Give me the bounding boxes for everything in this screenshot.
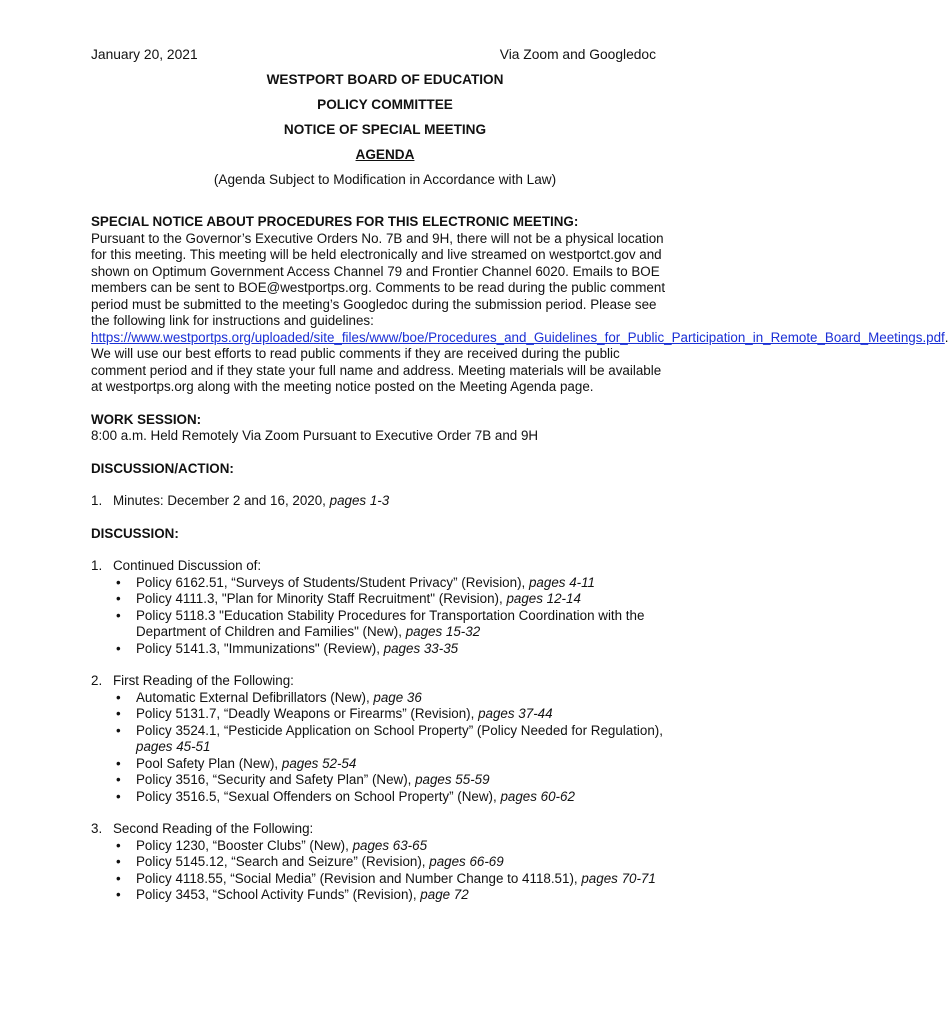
list-item: • Automatic External Defibrillators (New), page 36 xyxy=(113,690,666,707)
meeting-venue: Via Zoom and Googledoc xyxy=(499,47,656,62)
special-notice-text-2: . We will use our best efforts to read public comments if they are received during the public comment period and if they state your full name and address. Meeting materials will be available at westportps.org along with the meeting notice posted on the Meeting Agenda page. xyxy=(91,329,949,394)
item-pages: pages 4-11 xyxy=(528,574,595,590)
special-notice-text-1: Pursuant to the Governor’s Executive Orders No. 7B and 9H, there will not be a physical location for this meeting. This meeting will be held electronically and live streamed on westportct.gov and shown on Optimum Government Access Channel 79 and Frontier Channel 6020. Emails to BOE members can be sent to BOE@westportps.org. Comments to be read during the public comment period must be submitted to the meeting’s Googledoc during the submission period. Please see the following link for instructions and guidelines: xyxy=(91,230,666,328)
list-item: • Policy 1230, “Booster Clubs” (New), pages 63-65 xyxy=(113,838,666,855)
item-pages: pages 12-14 xyxy=(506,591,581,606)
section-title: Continued Discussion of: xyxy=(113,558,262,573)
section-number: 2. xyxy=(91,673,103,688)
list-item: • Pool Safety Plan (New), pages 52-54 xyxy=(113,756,666,773)
item-number: 1. xyxy=(91,493,103,508)
list-item: • Policy 5141.3, "Immunizations" (Review), pages 33-35 xyxy=(113,641,666,658)
committee-title: POLICY COMMITTEE xyxy=(317,97,453,112)
item-pages: pages 33-35 xyxy=(383,640,459,656)
discussion-action-heading: DISCUSSION/ACTION: xyxy=(91,460,234,476)
work-session-heading: WORK SESSION: xyxy=(91,411,202,427)
item-pages: pages 63-65 xyxy=(352,837,428,853)
item-pages: pages 66-69 xyxy=(429,854,504,869)
list-item: • Policy 6162.51, “Surveys of Students/Student Privacy” (Revision), pages 4-11 xyxy=(113,575,666,592)
list-item: • Policy 3453, “School Activity Funds” (Revision), page 72 xyxy=(113,887,666,904)
title-block xyxy=(0,72,770,188)
document-body xyxy=(91,214,949,904)
section-title: Second Reading of the Following: xyxy=(113,821,314,836)
section-number: 3. xyxy=(91,821,103,836)
agenda-title: AGENDA xyxy=(355,147,415,162)
special-notice-paragraph xyxy=(91,230,949,396)
item-pages: pages 45-51 xyxy=(136,739,211,754)
section-number: 1. xyxy=(91,558,103,573)
list-item xyxy=(91,493,666,510)
agenda-subtitle: (Agenda Subject to Modification in Accordance with Law) xyxy=(213,172,557,187)
item-pages: pages 52-54 xyxy=(281,755,357,771)
list-item: • Policy 4118.55, “Social Media” (Revision and Number Change to 4118.51), pages 70-71 xyxy=(113,871,666,888)
discussion-section-3 xyxy=(91,821,666,904)
item-pages: pages 60-62 xyxy=(500,788,575,804)
board-title: WESTPORT BOARD OF EDUCATION xyxy=(266,72,504,87)
meeting-date: January 20, 2021 xyxy=(91,47,198,62)
section-title: First Reading of the Following: xyxy=(113,673,294,688)
list-item: • Policy 4111.3, "Plan for Minority Staff Recruitment" (Revision), pages 12-14 xyxy=(113,591,666,608)
item-text: Minutes: December 2 and 16, 2020, pages 1-3 xyxy=(113,493,390,508)
item-pages: pages 1-3 xyxy=(329,493,390,508)
item-pages: pages 15-32 xyxy=(405,624,481,639)
item-pages: page 72 xyxy=(420,887,469,902)
item-pages: pages 55-59 xyxy=(415,772,490,787)
discussion-heading: DISCUSSION: xyxy=(91,525,179,541)
notice-title: NOTICE OF SPECIAL MEETING xyxy=(283,122,487,137)
item-pages: pages 37-44 xyxy=(478,706,553,721)
list-item: • Policy 3524.1, “Pesticide Application on School Property” (Policy Needed for Regulation), pages 45-51 xyxy=(113,723,666,756)
list-item: • Policy 5131.7, “Deadly Weapons or Firearms” (Revision), pages 37-44 xyxy=(113,706,666,723)
list-item: • Policy 5145.12, “Search and Seizure” (Revision), pages 66-69 xyxy=(113,854,666,871)
work-session-text: 8:00 a.m. Held Remotely Via Zoom Pursuant to Executive Order 7B and 9H xyxy=(91,428,539,443)
list-item: • Policy 3516.5, “Sexual Offenders on School Property” (New), pages 60-62 xyxy=(113,789,666,806)
guidelines-link[interactable]: https://www.westportps.org/uploaded/site_files/www/boe/Procedures_and_Guidelines_for_Public_Participation_in_Remote_Board_Meetings.pdf xyxy=(91,329,945,345)
list-item: • Policy 5118.3 "Education Stability Procedures for Transportation Coordination with the Department of Children and Families" (New), pages 15-32 xyxy=(113,608,666,641)
discussion-section-1 xyxy=(91,558,666,657)
list-item: • Policy 3516, “Security and Safety Plan” (New), pages 55-59 xyxy=(113,772,666,789)
item-pages: page 36 xyxy=(373,689,422,705)
discussion-section-2 xyxy=(91,673,666,805)
item-pages: pages 70-71 xyxy=(581,870,656,886)
special-notice-heading: SPECIAL NOTICE ABOUT PROCEDURES FOR THIS ELECTRONIC MEETING: xyxy=(91,214,579,229)
